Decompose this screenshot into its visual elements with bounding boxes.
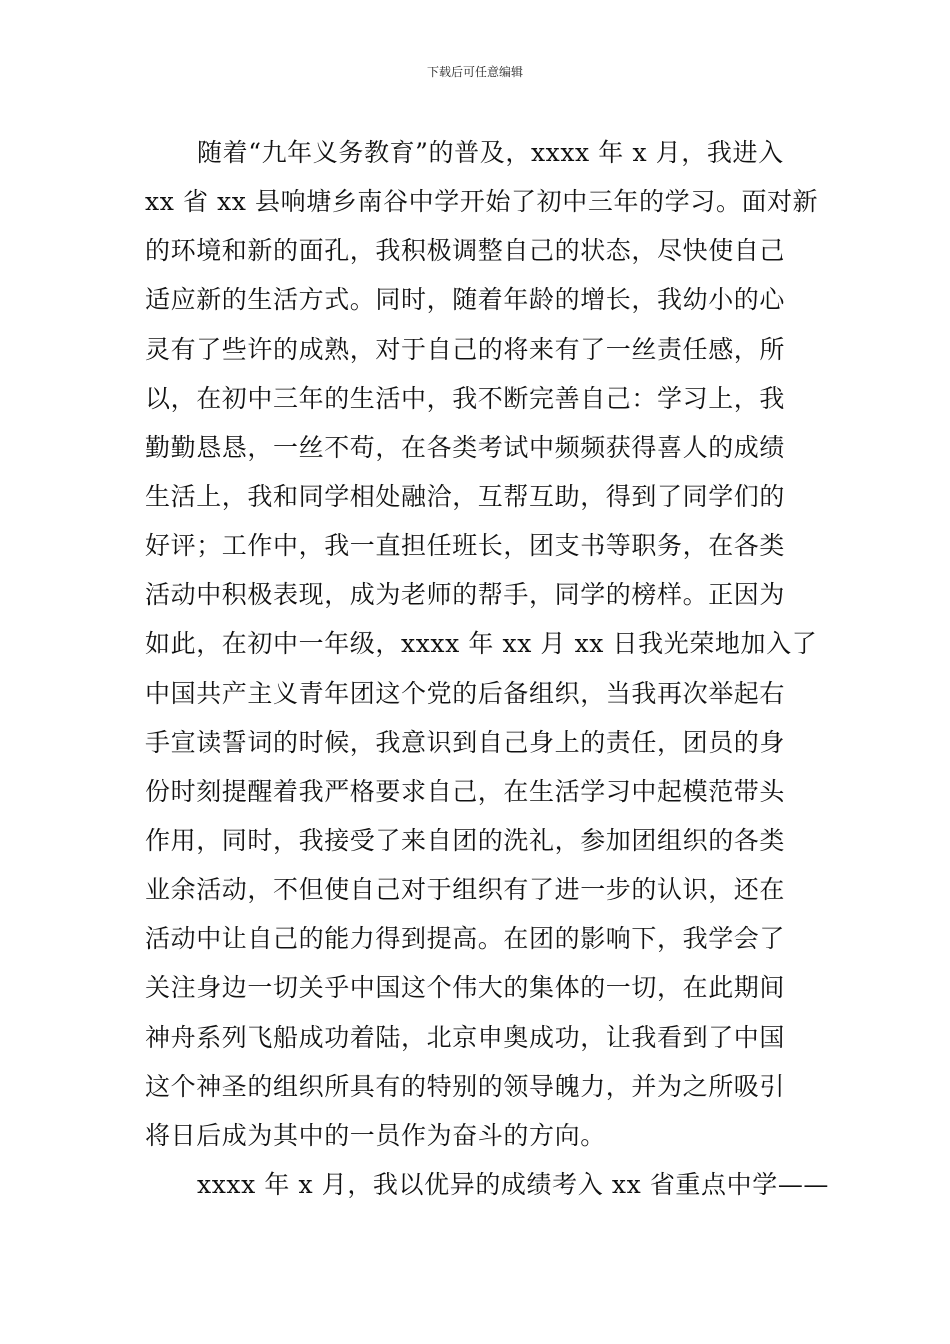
paragraph-line: 适应新的生活方式。同时，随着年龄的增长，我幼小的心	[145, 285, 786, 315]
page-header: 下载后可任意编辑	[426, 65, 523, 79]
paragraph-line: 随着“九年义务教育”的普及，xxxx 年 x 月，我进入	[197, 138, 784, 167]
paragraph-line: xxxx 年 x 月，我以优异的成绩考入 xx 省重点中学——	[197, 1169, 830, 1199]
paragraph-line: 的环境和新的面孔，我积极调整自己的状态，尽快使自己	[145, 236, 786, 266]
paragraph-line: 活动中积极表现，成为老师的帮手，同学的榜样。正因为	[145, 580, 786, 610]
paragraph-line: 关注身边一切关乎中国这个伟大的集体的一切，在此期间	[145, 973, 786, 1003]
paragraph-line: 勤勤恳恳，一丝不苟，在各类考试中频频获得喜人的成绩	[145, 432, 786, 462]
document-body	[145, 128, 830, 1209]
paragraph-line: 神舟系列飞船成功着陆，北京申奥成功，让我看到了中国	[145, 1022, 786, 1052]
paragraph-line: 将日后成为其中的一员作为奋斗的方向。	[145, 1120, 606, 1150]
paragraph-line: 份时刻提醒着我严格要求自己，在生活学习中起模范带头	[145, 776, 786, 806]
paragraph-line: 业余活动，不但使自己对于组织有了进一步的认识，还在	[145, 875, 786, 905]
paragraph-line: 这个神圣的组织所具有的特别的领导魄力，并为之所吸引	[145, 1071, 786, 1101]
paragraph-line: xx 省 xx 县响塘乡南谷中学开始了初中三年的学习。面对新	[145, 187, 819, 217]
paragraph-line: 好评；工作中，我一直担任班长，团支书等职务，在各类	[145, 531, 786, 561]
paragraph-line: 作用，同时，我接受了来自团的洗礼，参加团组织的各类	[145, 825, 786, 855]
paragraph-line: 活动中让自己的能力得到提高。在团的影响下，我学会了	[145, 924, 786, 954]
paragraph-line: 手宣读誓词的时候，我意识到自己身上的责任，团员的身	[145, 727, 786, 757]
paragraph-line: 生活上，我和同学相处融洽，互帮互助，得到了同学们的	[145, 481, 786, 511]
paragraph-line: 以，在初中三年的生活中，我不断完善自己：学习上，我	[145, 383, 786, 413]
paragraph-line: 灵有了些许的成熟，对于自己的将来有了一丝责任感，所	[145, 334, 786, 364]
paragraph-line: 如此，在初中一年级，xxxx 年 xx 月 xx 日我光荣地加入了	[145, 629, 818, 659]
paragraph-line: 中国共产主义青年团这个党的后备组织，当我再次举起右	[145, 678, 786, 708]
